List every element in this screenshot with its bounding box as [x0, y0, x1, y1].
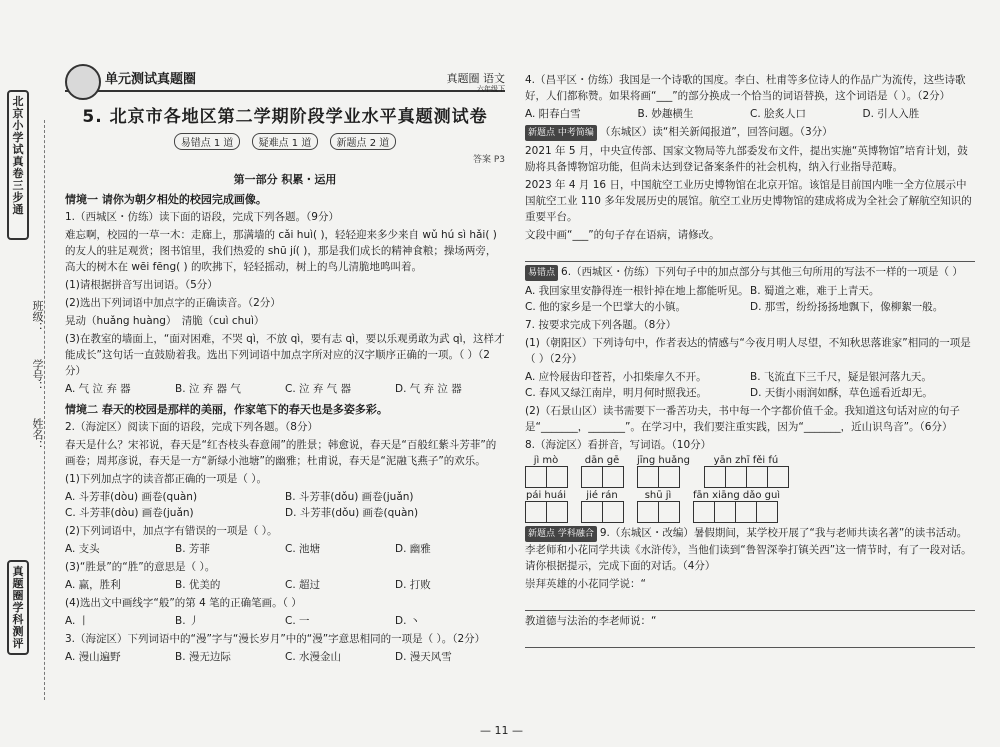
char-boxes[interactable]: [525, 466, 567, 488]
pinyin-grid-row2: [525, 490, 975, 523]
field-name: 姓名：: [31, 418, 44, 451]
option-b: B. 芳菲: [175, 543, 210, 555]
q6-title: [525, 264, 975, 281]
option-d: D. 漫天风雪: [395, 651, 452, 663]
q6-options-row1: [525, 283, 975, 299]
q2-text: 春天是什么？宋祁说，春天是“红杏枝头春意闹”的胜景；韩愈说，春天是“百般红紫斗芳菲”的画卷；周邦彦说，春天是一方“新绿小池塘”的幽雅；杜甫说，春天是“泥融飞燕子”的欢乐。: [65, 439, 497, 467]
option-b: B. 优美的: [175, 579, 221, 591]
series-badge-bottom: 真题圈学科测评: [7, 560, 29, 655]
q2-2: (2)下列词语中，加点字有错误的一项是（ ）。: [65, 525, 278, 537]
q5-passage-2: 2023 年 4 月 16 日，中国航空工业历史博物馆在北京开馆。该馆是目前国内唯一全方位展示中国航空工业 110 多年发展历史的展馆。航空工业历史博物馆的建成将成为全社会了解航空知识的重要平台。: [525, 179, 972, 223]
answer-reference: 答案 P3: [472, 155, 505, 165]
q7-1-options-row2: [525, 385, 975, 401]
q9-text: 9.（东城区・改编）暑假期间，某学校开展了“我与老师共读名著”的读书活动。李老师和小花同学共读《水浒传》，当他们读到“鲁智深拳打镇关西”这一情节时，有了一段对话。请你根据提示，完成下面的对话。（4分）: [525, 527, 972, 572]
option-c: C. 水漫金山: [285, 651, 342, 663]
option-a: A. 应怜屐齿印苍苔，小扣柴扉久不开。: [525, 371, 707, 383]
q3-title: 3.（海淀区）下列词语中的“漫”字与“漫长岁月”中的“漫”字意思相同的一项是（ ）。（2分）: [65, 633, 486, 645]
char-boxes[interactable]: [637, 466, 690, 488]
option-b: B. 泣 弃 器 气: [175, 383, 241, 395]
option-b: B. 漫无边际: [175, 651, 231, 663]
option-c: C. 春风又绿江南岸，明月何时照我还。: [525, 387, 708, 399]
q3-options: [65, 649, 505, 665]
left-column: [65, 70, 505, 665]
section-2: 情境二 春天的校园是那样的美丽，作家笔下的春天也是多姿多彩。: [65, 403, 388, 416]
q6-options-row2: [525, 299, 975, 315]
option-d: D. 天街小雨润如酥，草色遥看近却无。: [750, 387, 933, 399]
q2-2-options: [65, 541, 505, 557]
banner-title: 单元测试真题圈: [105, 72, 197, 87]
q7-2: (2)（石景山区）读书需要下一番苦功夫，书中每一个字都价值千金。我知道这句话对应的句子是“_______，_______”。在学习中，我们要注重实践，因为“_______，近山识鸟音”。（6分）: [525, 405, 960, 433]
pinyin-text: pái huái: [525, 490, 566, 501]
option-c: C. 池塘: [285, 543, 321, 555]
page-title: 5. 北京市各地区第二学期阶段学业水平真题测试卷: [82, 107, 488, 127]
q4-title: 4.（昌平区・仿练）我国是一个诗歌的国度。李白、杜甫等多位诗人的作品广为流传，这些诗歌好，人们都称赞。如果将画“___”的部分换成一个恰当的词语替换，这个词语是（ ）。（2分）: [525, 74, 966, 102]
q2-3: (3)“胜景”的“胜”的意思是（ ）。: [65, 561, 216, 573]
difficulty-pills: [65, 133, 505, 150]
pinyin-text: jīng huǎng: [637, 455, 690, 466]
char-boxes[interactable]: [704, 466, 788, 488]
q2-4: (4)选出文中画线字“般”的第 4 笔的正确笔画。（ ）: [65, 597, 302, 609]
q9-tag: 新题点 学科融合: [525, 526, 597, 542]
answer-line[interactable]: [525, 245, 975, 262]
q5-tag: 新题点 中考简编: [525, 125, 597, 141]
grade-label: 六年级下: [477, 85, 505, 93]
pill-difficult: 疑难点 1 道: [252, 133, 319, 150]
pinyin-cell: [525, 455, 567, 488]
q1-2-options: 晃动（huǎng huàng） 清脆（cuì chuì）: [65, 315, 265, 327]
section-1: 情境一 请你为朝夕相处的校园完成画像。: [65, 193, 267, 206]
pinyin-grid-row1: [525, 455, 975, 488]
q5-text-label: （东城区）读“相关新闻报道”，回答问题。（3分）: [599, 126, 833, 138]
option-c: C. 他的家乡是一个巴掌大的小镇。: [525, 301, 687, 313]
series-badge: 北京小学试真卷三步通: [7, 90, 29, 240]
option-c: C. 脍炙人口: [750, 108, 807, 120]
q9-dialogue-a: 崇拜英雄的小花同学说：“: [525, 578, 646, 590]
q6-text: 6.（西城区・仿练）下列句子中的加点部分与其他三句所用的写法不一样的一项是（ ）: [561, 266, 963, 278]
pinyin-cell: [704, 455, 788, 488]
pill-new: 新题点 2 道: [330, 133, 397, 150]
pinyin-cell: [525, 490, 567, 523]
char-boxes[interactable]: [581, 501, 623, 523]
option-c: C. 一: [285, 615, 310, 627]
side-margin: [0, 0, 60, 747]
option-d: D. 引人入胜: [862, 108, 920, 120]
q1-text: 难忘啊，校园的一草一木：走廊上，那满墙的 cǎi huì( )，轻轻迎来多少来自 wǔ hú sì hǎi( ) 的友人的驻足观赏；图书馆里，我们热爱的 shū jí( )，那是我们成长的精神食粮；操场两旁，高大的树木在 wēi fēng( ) 的吹拂下，轻轻摇动，树上的鸟儿清脆地鸣叫着。: [65, 229, 497, 273]
option-b: B. 斗芳菲(dǒu) 画卷(juǎn): [285, 491, 414, 503]
char-boxes[interactable]: [581, 466, 623, 488]
q4-options: [525, 106, 975, 122]
part-title: 第一部分 积累・运用: [233, 173, 337, 186]
q2-1: (1)下列加点字的读音都正确的一项是（ ）。: [65, 473, 267, 485]
field-id: 学号：: [31, 359, 44, 392]
pinyin-text: jì mò: [533, 455, 559, 466]
mascot-icon: [65, 64, 101, 100]
option-a: A. 漫山遍野: [65, 651, 121, 663]
q2-3-options: [65, 577, 505, 593]
q1-2: (2)选出下列词语中加点字的正确读音。（2分）: [65, 297, 281, 309]
option-a: A. 斗芳菲(dòu) 画卷(quàn): [65, 491, 198, 503]
q7-1: (1)（朝阳区）下列诗句中，作者表达的情感与“今夜月明人尽望，不知秋思落谁家”相同的一项是（ ）（2分）: [525, 337, 971, 365]
pinyin-cell: [637, 455, 690, 488]
option-b: B. 飞流直下三千尺，疑是银河落九天。: [750, 371, 932, 383]
q1-3-options: [65, 381, 505, 397]
q7-1-options-row1: [525, 369, 975, 385]
pinyin-cell: [637, 490, 679, 523]
char-boxes[interactable]: [693, 501, 780, 523]
student-info-fields: [30, 300, 50, 477]
pill-easy-mistake: 易错点 1 道: [174, 133, 241, 150]
pinyin-cell: [693, 490, 780, 523]
q1-3: (3)在教室的墙面上，“面对困难，不哭 qì，不放 qì，要有志 qì，要以乐观勇敢为武 qì，这样才能成长”这句话一直鼓励着我。选出下列词语中加点字所对应的汉字顺序正确的一项。（ ）（2分）: [65, 333, 505, 377]
q2-title: 2.（海淀区）阅读下面的语段，完成下列各题。（8分）: [65, 421, 318, 433]
q5-title: [525, 124, 975, 141]
q5-passage-1: 2021 年 5 月，中央宣传部、国家文物局等九部委发布文件，提出实施“英博物馆”培育计划，鼓励将具备博物馆功能，但尚未达到登记备案条件的社会机构，纳入行业指导范畴。: [525, 145, 968, 173]
char-boxes[interactable]: [637, 501, 679, 523]
answer-line[interactable]: [525, 631, 975, 648]
q2-1-options-row1: [65, 489, 505, 505]
option-a: A. 支头: [65, 543, 100, 555]
page-number: — 11 —: [480, 724, 523, 737]
header-bar: [65, 70, 505, 92]
option-d: D. 气 弃 泣 器: [395, 383, 462, 395]
right-column: [525, 70, 975, 648]
cut-line: [44, 120, 45, 700]
answer-line[interactable]: [525, 594, 975, 611]
q6-tag: 易错点: [525, 265, 558, 281]
pinyin-text: shū jì: [644, 490, 672, 501]
option-d: D. 那雪，纷纷扬扬地飘下，像柳絮一般。: [750, 301, 944, 313]
pinyin-text: jié rán: [586, 490, 618, 501]
q9-title: [525, 525, 975, 574]
q8-title: 8.（海淀区）看拼音，写词语。（10分）: [525, 439, 712, 451]
q2-1-options-row2: [65, 505, 505, 521]
option-c: C. 超过: [285, 579, 321, 591]
option-b: B. 蜀道之难，难于上青天。: [750, 285, 880, 297]
q1-1: (1)请根据拼音写出词语。（5分）: [65, 279, 218, 291]
q9-dialogue-b: 教道德与法治的李老师说：“: [525, 615, 657, 627]
option-b: B. 丿: [175, 615, 200, 627]
option-a: A. 我回家里安静得连一根针掉在地上都能听见。: [525, 285, 749, 297]
option-c: C. 斗芳菲(dòu) 画卷(juǎn): [65, 507, 194, 519]
option-c: C. 泣 弃 气 器: [285, 383, 352, 395]
field-class: 班级：: [31, 300, 44, 333]
pinyin-text: dān gē: [584, 455, 620, 466]
subject-label: 真题圈 语文: [446, 72, 505, 85]
q1-title: 1.（西城区・仿练）读下面的语段，完成下列各题。（9分）: [65, 211, 339, 223]
option-d: D. 打败: [395, 579, 431, 591]
option-a: A. 气 泣 弃 器: [65, 383, 131, 395]
q2-4-options: [65, 613, 505, 629]
pinyin-text: yān zhī fěi fú: [713, 455, 779, 466]
option-a: A. 赢，胜利: [65, 579, 121, 591]
option-d: D. 丶: [395, 615, 421, 627]
option-a: A. 丨: [65, 615, 90, 627]
q5-ask: 文段中画“___”的句子存在语病，请修改。: [525, 229, 720, 241]
pinyin-text: fān xiāng dǎo guì: [693, 490, 781, 501]
pinyin-cell: [581, 490, 623, 523]
q7-title: 7. 按要求完成下列各题。（8分）: [525, 319, 677, 331]
option-b: B. 妙趣横生: [637, 108, 694, 120]
option-d: D. 幽雅: [395, 543, 431, 555]
option-a: A. 阳春白雪: [525, 108, 581, 120]
pinyin-cell: [581, 455, 623, 488]
option-d: D. 斗芳菲(dǒu) 画卷(quàn): [285, 507, 419, 519]
char-boxes[interactable]: [525, 501, 567, 523]
